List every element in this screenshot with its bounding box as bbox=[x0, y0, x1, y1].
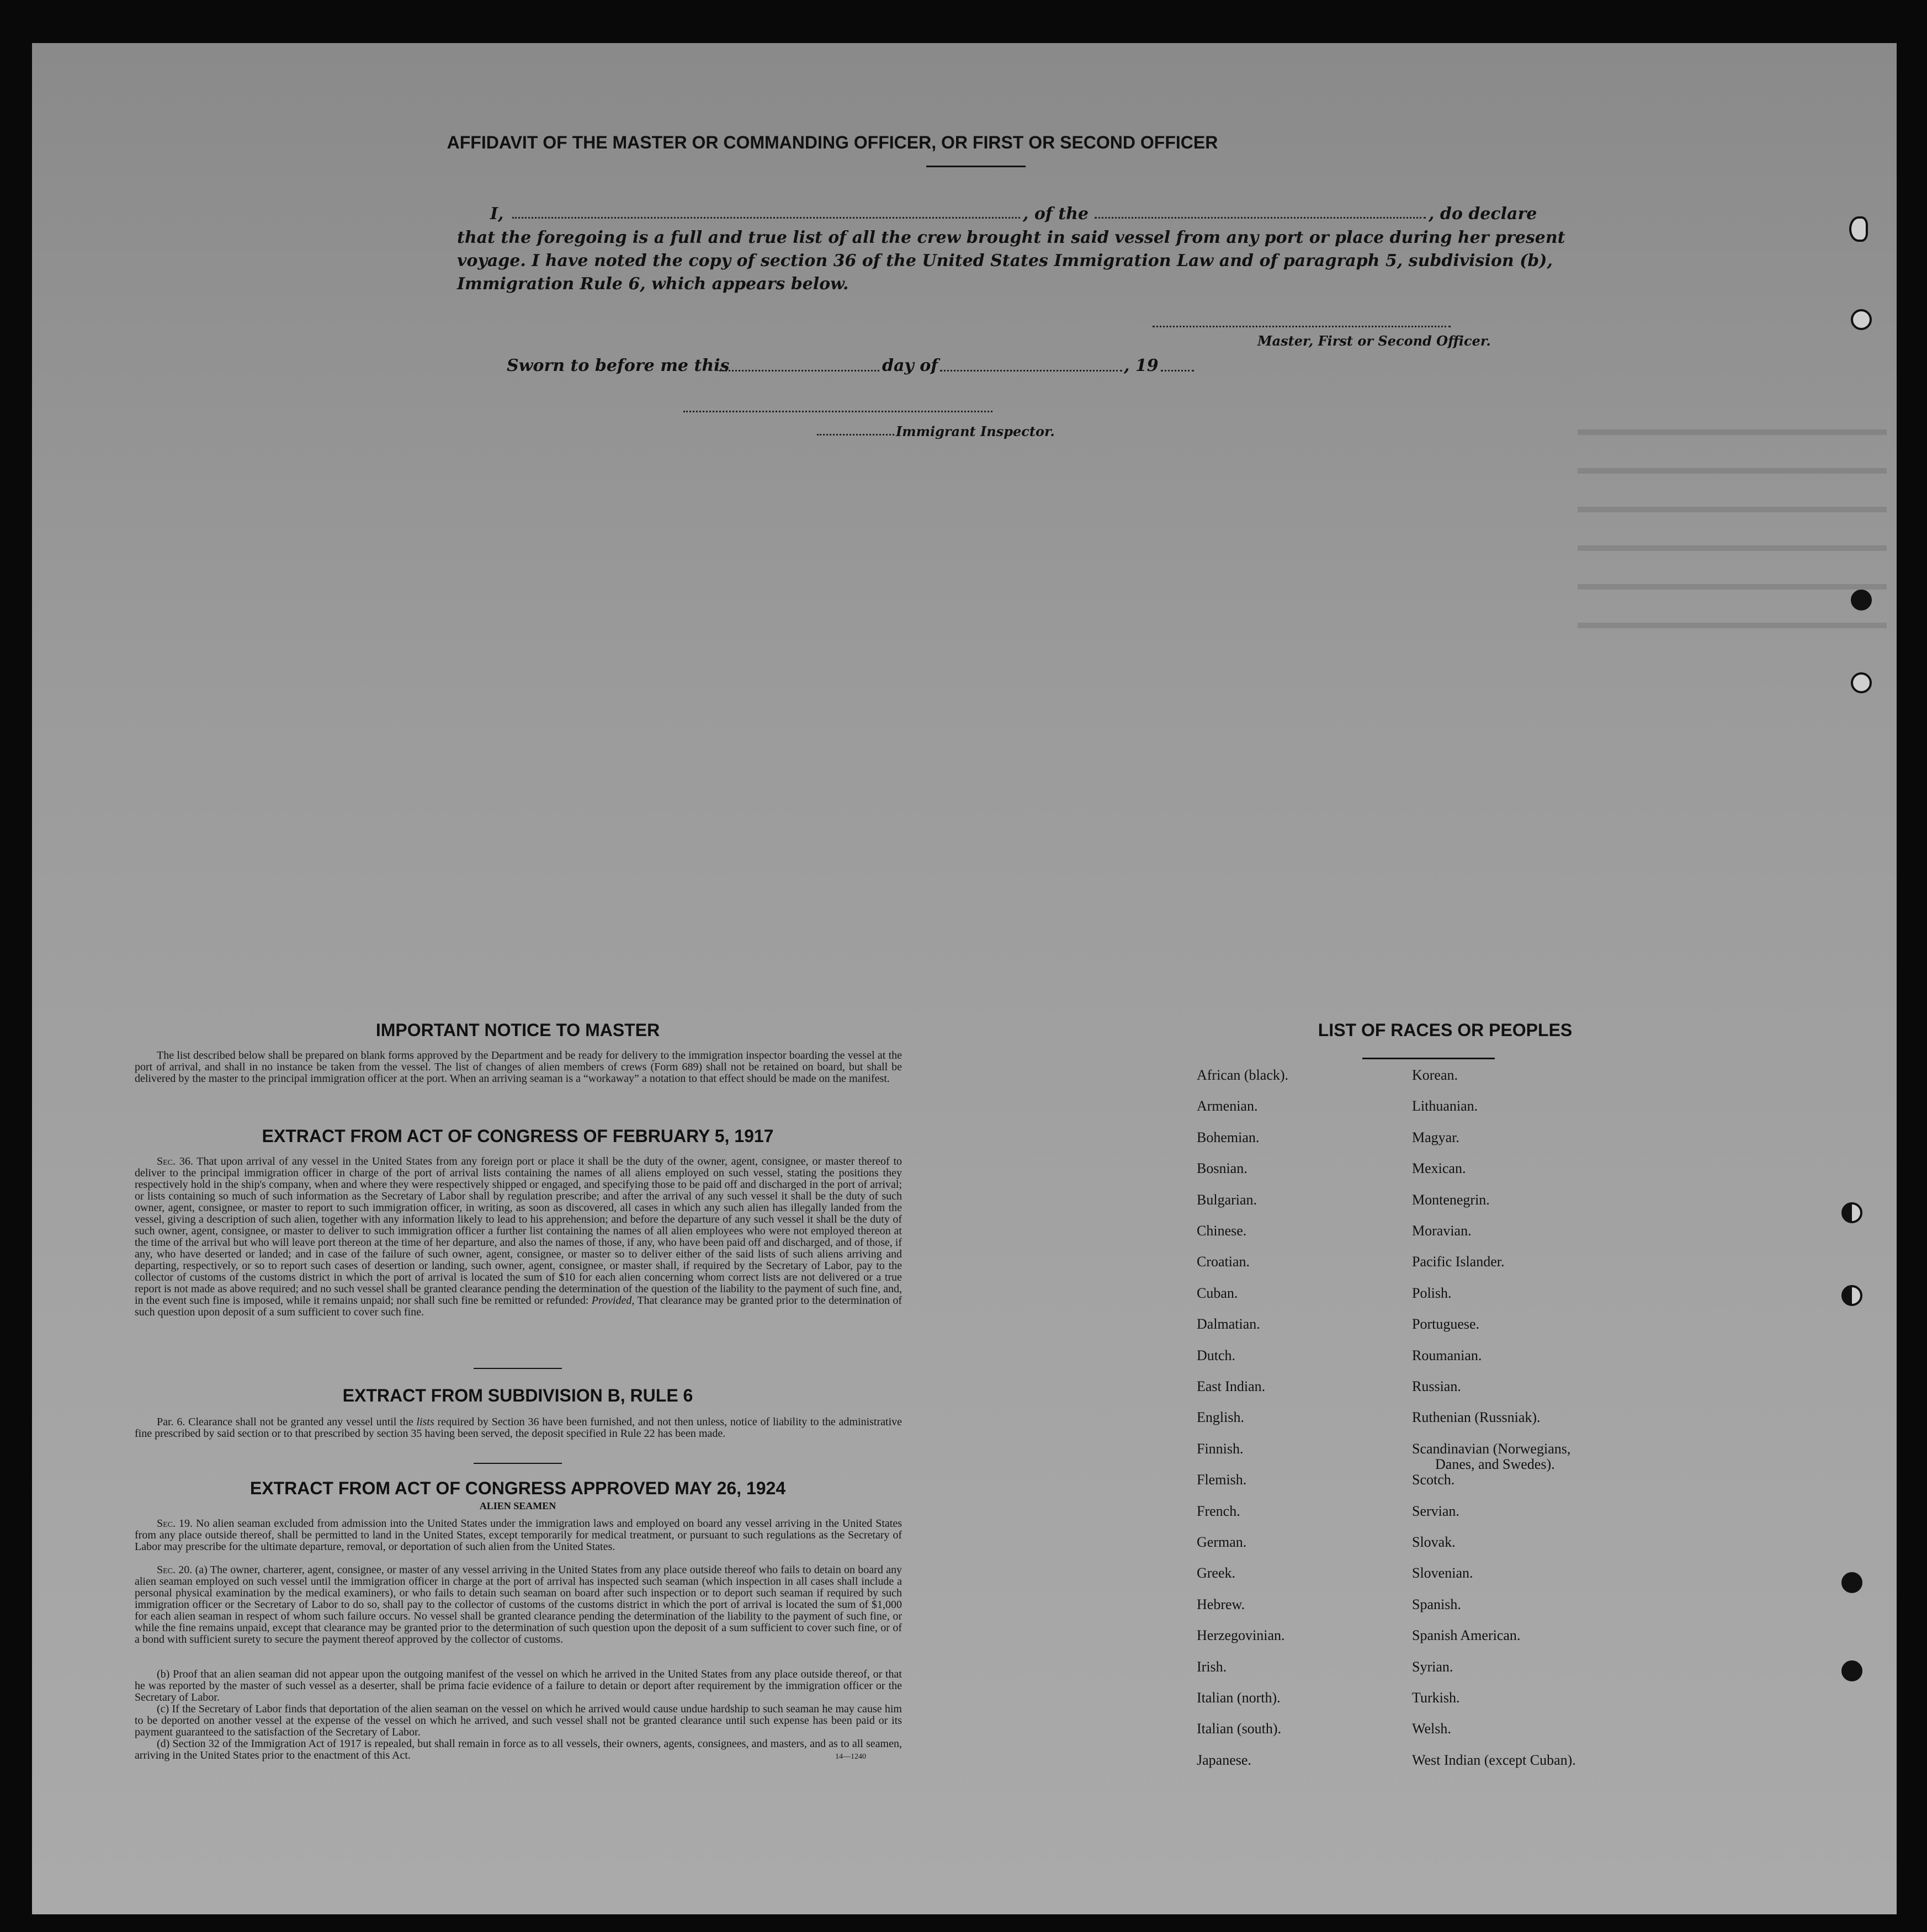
signature-caption: Master, First or Second Officer. bbox=[1257, 333, 1491, 349]
bleed-through-row bbox=[1578, 545, 1887, 551]
race-item: Korean. bbox=[1412, 1067, 1458, 1083]
binder-hole bbox=[1849, 216, 1868, 242]
races-title: LIST OF RACES OR PEOPLES bbox=[1318, 1020, 1573, 1040]
sworn-year-blank bbox=[1161, 370, 1194, 371]
race-item: Slovenian. bbox=[1412, 1565, 1473, 1581]
sec-20a-text bbox=[135, 1564, 902, 1646]
affidavit-title: AFFIDAVIT OF THE MASTER OR COMMANDING OFFICER, OR FIRST OR SECOND OFFICER bbox=[447, 132, 1218, 152]
race-item: West Indian (except Cuban). bbox=[1412, 1751, 1576, 1768]
bleed-through-row bbox=[1578, 429, 1887, 435]
sworn-day-blank bbox=[719, 370, 879, 371]
rule6-body-a: Par. 6. Clearance shall not be granted any vessel until the bbox=[157, 1416, 413, 1428]
race-item: Servian. bbox=[1412, 1503, 1459, 1519]
rule6-body-b: required by Section 36 have been furnished, and not then unless, notice of liability to the administrative fine prescribed by said section or to that prescribed by section 35 having been served, the deposit specified in Rule 22 has been made. bbox=[135, 1416, 903, 1440]
affidavit-title-rule bbox=[926, 166, 1026, 167]
extract-rule6-text bbox=[135, 1416, 902, 1440]
race-item: Bulgarian. bbox=[1197, 1191, 1257, 1208]
binder-hole bbox=[1841, 1660, 1862, 1681]
race-item: Scandinavian (Norwegians, Danes, and Swedes). bbox=[1412, 1440, 1571, 1472]
extract-1917-title: EXTRACT FROM ACT OF CONGRESS OF FEBRUARY 5, 1917 bbox=[262, 1126, 774, 1146]
sworn-month-blank bbox=[940, 370, 1122, 371]
sec-20d-text: (d) Section 32 of the Immigration Act of 1917 is repealed, but shall remain in force as to all vessels, their owners, agents, consignees, and masters, and as to all seamen, arriving in the United States prior to the enactment of this Act. bbox=[135, 1738, 902, 1761]
race-item: Greek. bbox=[1197, 1565, 1236, 1581]
race-item: Polish. bbox=[1412, 1285, 1452, 1301]
inspector-blank-short bbox=[817, 434, 894, 436]
race-item: Chinese. bbox=[1197, 1223, 1247, 1239]
race-item: Mexican. bbox=[1412, 1160, 1466, 1177]
inspector-caption: Immigrant Inspector. bbox=[896, 423, 1055, 439]
race-item: Slovak. bbox=[1412, 1534, 1456, 1550]
race-item: Scotch. bbox=[1412, 1472, 1455, 1488]
race-item: Spanish American. bbox=[1412, 1627, 1521, 1644]
sec-20b-text: (b) Proof that an alien seaman did not appear upon the outgoing manifest of the vessel on which he arrived in the United States from any place outside thereof, or that he was reported by the master of such vessel as a deserter, shall be prima facie evidence of a failure to detain or deport after requirement by the immigration officer or the Secretary of Labor. bbox=[135, 1668, 902, 1703]
race-item: German. bbox=[1197, 1534, 1247, 1550]
race-item: Croatian. bbox=[1197, 1254, 1250, 1270]
race-item: Finnish. bbox=[1197, 1440, 1244, 1457]
affidavit-line2: that the foregoing is a full and true list of all the crew brought in said vessel from any port or place during her present bbox=[457, 228, 1565, 247]
race-item: Flemish. bbox=[1197, 1472, 1247, 1488]
race-item: Dalmatian. bbox=[1197, 1316, 1260, 1333]
race-item: Portuguese. bbox=[1412, 1316, 1480, 1333]
race-item: Herzegovinian. bbox=[1197, 1627, 1285, 1644]
affidavit-line1-prefix: I, bbox=[490, 204, 504, 224]
race-item: Magyar. bbox=[1412, 1129, 1459, 1145]
extract-1917-text bbox=[135, 1156, 902, 1318]
race-item: African (black). bbox=[1197, 1067, 1289, 1083]
race-item: Roumanian. bbox=[1412, 1347, 1482, 1363]
sec-20-label: Sec. 20. bbox=[157, 1564, 193, 1576]
race-item: Welsh. bbox=[1412, 1721, 1451, 1737]
sec-20c-text: (c) If the Secretary of Labor finds that deportation of the alien seaman on the vessel on which he arrived would cause undue hardship to such seaman he may cause him to be deported on another vessel at the expense of the vessel on which he arrived, and such vessel shall not be granted clearance until such expense has been paid or its payment guaranteed to the satisfaction of the Secretary of Labor. bbox=[135, 1703, 902, 1738]
bleed-through-row bbox=[1578, 468, 1887, 474]
vessel-blank bbox=[1095, 217, 1426, 219]
race-item: Italian (north). bbox=[1197, 1690, 1281, 1706]
provided-label: Provided, bbox=[591, 1294, 635, 1307]
binder-hole bbox=[1841, 1285, 1862, 1306]
race-item: French. bbox=[1197, 1503, 1240, 1519]
sworn-prefix: Sworn to before me this bbox=[507, 356, 730, 375]
race-item: Armenian. bbox=[1197, 1098, 1258, 1114]
sec-19-text bbox=[135, 1518, 902, 1553]
binder-hole bbox=[1841, 1202, 1862, 1223]
affidavit-line1-end: , do declare bbox=[1429, 204, 1537, 224]
race-item: Lithuanian. bbox=[1412, 1098, 1478, 1114]
race-item: Moravian. bbox=[1412, 1223, 1472, 1239]
race-item: Cuban. bbox=[1197, 1285, 1238, 1301]
sec-36-end: That clearance may be granted prior to the determination of such question upon deposit of a sum sufficient to cover such fine. bbox=[135, 1294, 903, 1318]
race-item: Turkish. bbox=[1412, 1690, 1460, 1706]
affidavit-line4: Immigration Rule 6, which appears below. bbox=[457, 274, 849, 294]
race-item: Hebrew. bbox=[1197, 1596, 1245, 1612]
binder-hole bbox=[1851, 672, 1872, 693]
sec-19-body: No alien seaman excluded from admission into the United States under the immigration laws and employed on board any vessel arriving in the United States from any place outside thereof, shall be permitted to land in the United States, except temporarily for medical treatment, or pursuant to such regulations as the Secretary of Labor may prescribe for the ultimate departure, removal, or deportation of such alien from the United States. bbox=[135, 1517, 903, 1553]
extract-1924-title: EXTRACT FROM ACT OF CONGRESS APPROVED MAY 26, 1924 bbox=[249, 1478, 786, 1498]
sec-36-body: That upon arrival of any vessel in the United States from any foreign port or place it shall be the duty of the owner, agent, consignee, or master thereof to deliver to the principal immigration officer in charge of the port of arrival lists containing the names of all aliens employed on such vessel, stating the positions they respectively hold in the ship's company, when and where they were respectively shipped or engaged, and specifying those to be paid off and discharged in the port of arrival; or lists containing so much of such information as the Secretary of Labor shall by regulation prescribe; and after the arrival of any such vessel it shall be the duty of such owner, agent, consignee, or master to report to such immigration officer, in writing, as soon as discovered, all cases in which any such alien has illegally landed from the vessel, giving a description of such alien, together with any information likely to lead to his apprehension; and before the departure of any such vessel it shall be the duty of such owner, agent, consignee, or master to deliver to such immigration officer a further list containing the names of all alien employees who were not employed thereon at the time of the arrival but who will leave port thereon at the time of her departure, and also the names of those, if any, who have been paid off and discharged, and of those, if any, who have deserted or landed; and in case of the failure of such owner, agent, consignee, or master so to deliver either of the said lists of such aliens arriving and departing, respectively, or so to report such cases of desertion or landing, such owner, agent, consignee, or master shall, if required by the Secretary of Labor, pay to the collector of customs of the customs district in which the port of arrival is located the sum of $10 for each alien concerning whom correct lists are not delivered or a true report is not made as above required; and no such vessel shall be granted clearance pending the determination of the question of the liability to the payment of such fine, and, in the event such fine is imposed, while it remains unpaid; nor shall such fine be remitted or refunded: bbox=[135, 1155, 903, 1307]
race-item: Ruthenian (Russniak). bbox=[1412, 1409, 1541, 1426]
race-item: Bohemian. bbox=[1197, 1129, 1260, 1145]
bleed-through-row bbox=[1578, 507, 1887, 512]
bleed-through-row bbox=[1578, 623, 1887, 628]
sworn-year: , 19 bbox=[1124, 356, 1159, 375]
race-item: Spanish. bbox=[1412, 1596, 1461, 1612]
section-divider bbox=[474, 1368, 562, 1369]
affidavit-line1-mid: , of the bbox=[1023, 204, 1089, 224]
extract-rule6-title: EXTRACT FROM SUBDIVISION B, RULE 6 bbox=[342, 1386, 693, 1405]
sec-20a-body: (a) The owner, charterer, agent, consignee, or master of any vessel arriving in the United States from any place outside thereof who fails to detain on board any alien seaman employed on such vessel until the immigration officer in charge at the port of arrival has inspected such seaman (which inspection in all cases shall include a personal physical examination by the medical examiners), or who fails to detain such seaman on board after such inspection or to deport such seaman if required by such immigration officer or the Secretary of Labor to do so, shall pay to the collector of customs of the customs district in which the port of arrival is located the sum of $1,000 for each alien seaman in respect of whom such failure occurs. No vessel shall be granted clearance pending the determination of the liability to the payment of such fine, or while the fine remains unpaid, except that clearance may be granted prior to the determination of such question upon the deposit of a sum sufficient to cover such fine, or of a bond with sufficient surety to secure the payment thereof approved by the collector of customs. bbox=[135, 1564, 903, 1646]
signature-blank bbox=[1153, 326, 1451, 327]
race-item: Pacific Islander. bbox=[1412, 1254, 1505, 1270]
race-item: Irish. bbox=[1197, 1658, 1227, 1675]
lists-word: lists bbox=[416, 1416, 434, 1428]
name-blank bbox=[512, 217, 1020, 219]
race-item: Russian. bbox=[1412, 1378, 1461, 1394]
form-number: 14—1240 bbox=[835, 1753, 866, 1761]
race-item: English. bbox=[1197, 1409, 1244, 1426]
race-item: Montenegrin. bbox=[1412, 1191, 1490, 1208]
binder-hole bbox=[1851, 590, 1872, 611]
notice-title: IMPORTANT NOTICE TO MASTER bbox=[375, 1020, 660, 1040]
affidavit-line3: voyage. I have noted the copy of section 36 of the United States Immigration Law and of paragraph 5, subdivision (b), bbox=[457, 251, 1553, 270]
race-item: Syrian. bbox=[1412, 1658, 1453, 1675]
sec-36-label: Sec. 36. bbox=[157, 1155, 193, 1167]
race-item: Dutch. bbox=[1197, 1347, 1236, 1363]
section-divider bbox=[474, 1463, 562, 1464]
alien-seamen-subtitle: ALIEN SEAMEN bbox=[479, 1500, 556, 1511]
binder-hole bbox=[1851, 309, 1872, 330]
notice-text: The list described below shall be prepared on blank forms approved by the Department and be ready for delivery to the immigration inspector boarding the vessel at the port of arrival, and shall in no instance be taken from the vessel. The list of changes of alien members of crews (Form 689) shall not be retained on board, but shall be delivered by the master to the principal immigration officer at the port. When an arriving seaman is a “workaway” a notation to that effect should be made on the manifest. bbox=[135, 1049, 902, 1085]
race-item: Italian (south). bbox=[1197, 1721, 1282, 1737]
bleed-through-row bbox=[1578, 584, 1887, 590]
race-item: Bosnian. bbox=[1197, 1160, 1247, 1177]
binder-hole bbox=[1841, 1572, 1862, 1593]
races-title-rule bbox=[1362, 1058, 1495, 1059]
race-item: Japanese. bbox=[1197, 1751, 1251, 1768]
inspector-blank bbox=[683, 411, 992, 412]
form-sheet bbox=[32, 43, 1897, 1914]
race-item: East Indian. bbox=[1197, 1378, 1266, 1394]
sworn-day: day of bbox=[882, 356, 938, 375]
sec-19-label: Sec. 19. bbox=[157, 1517, 193, 1530]
